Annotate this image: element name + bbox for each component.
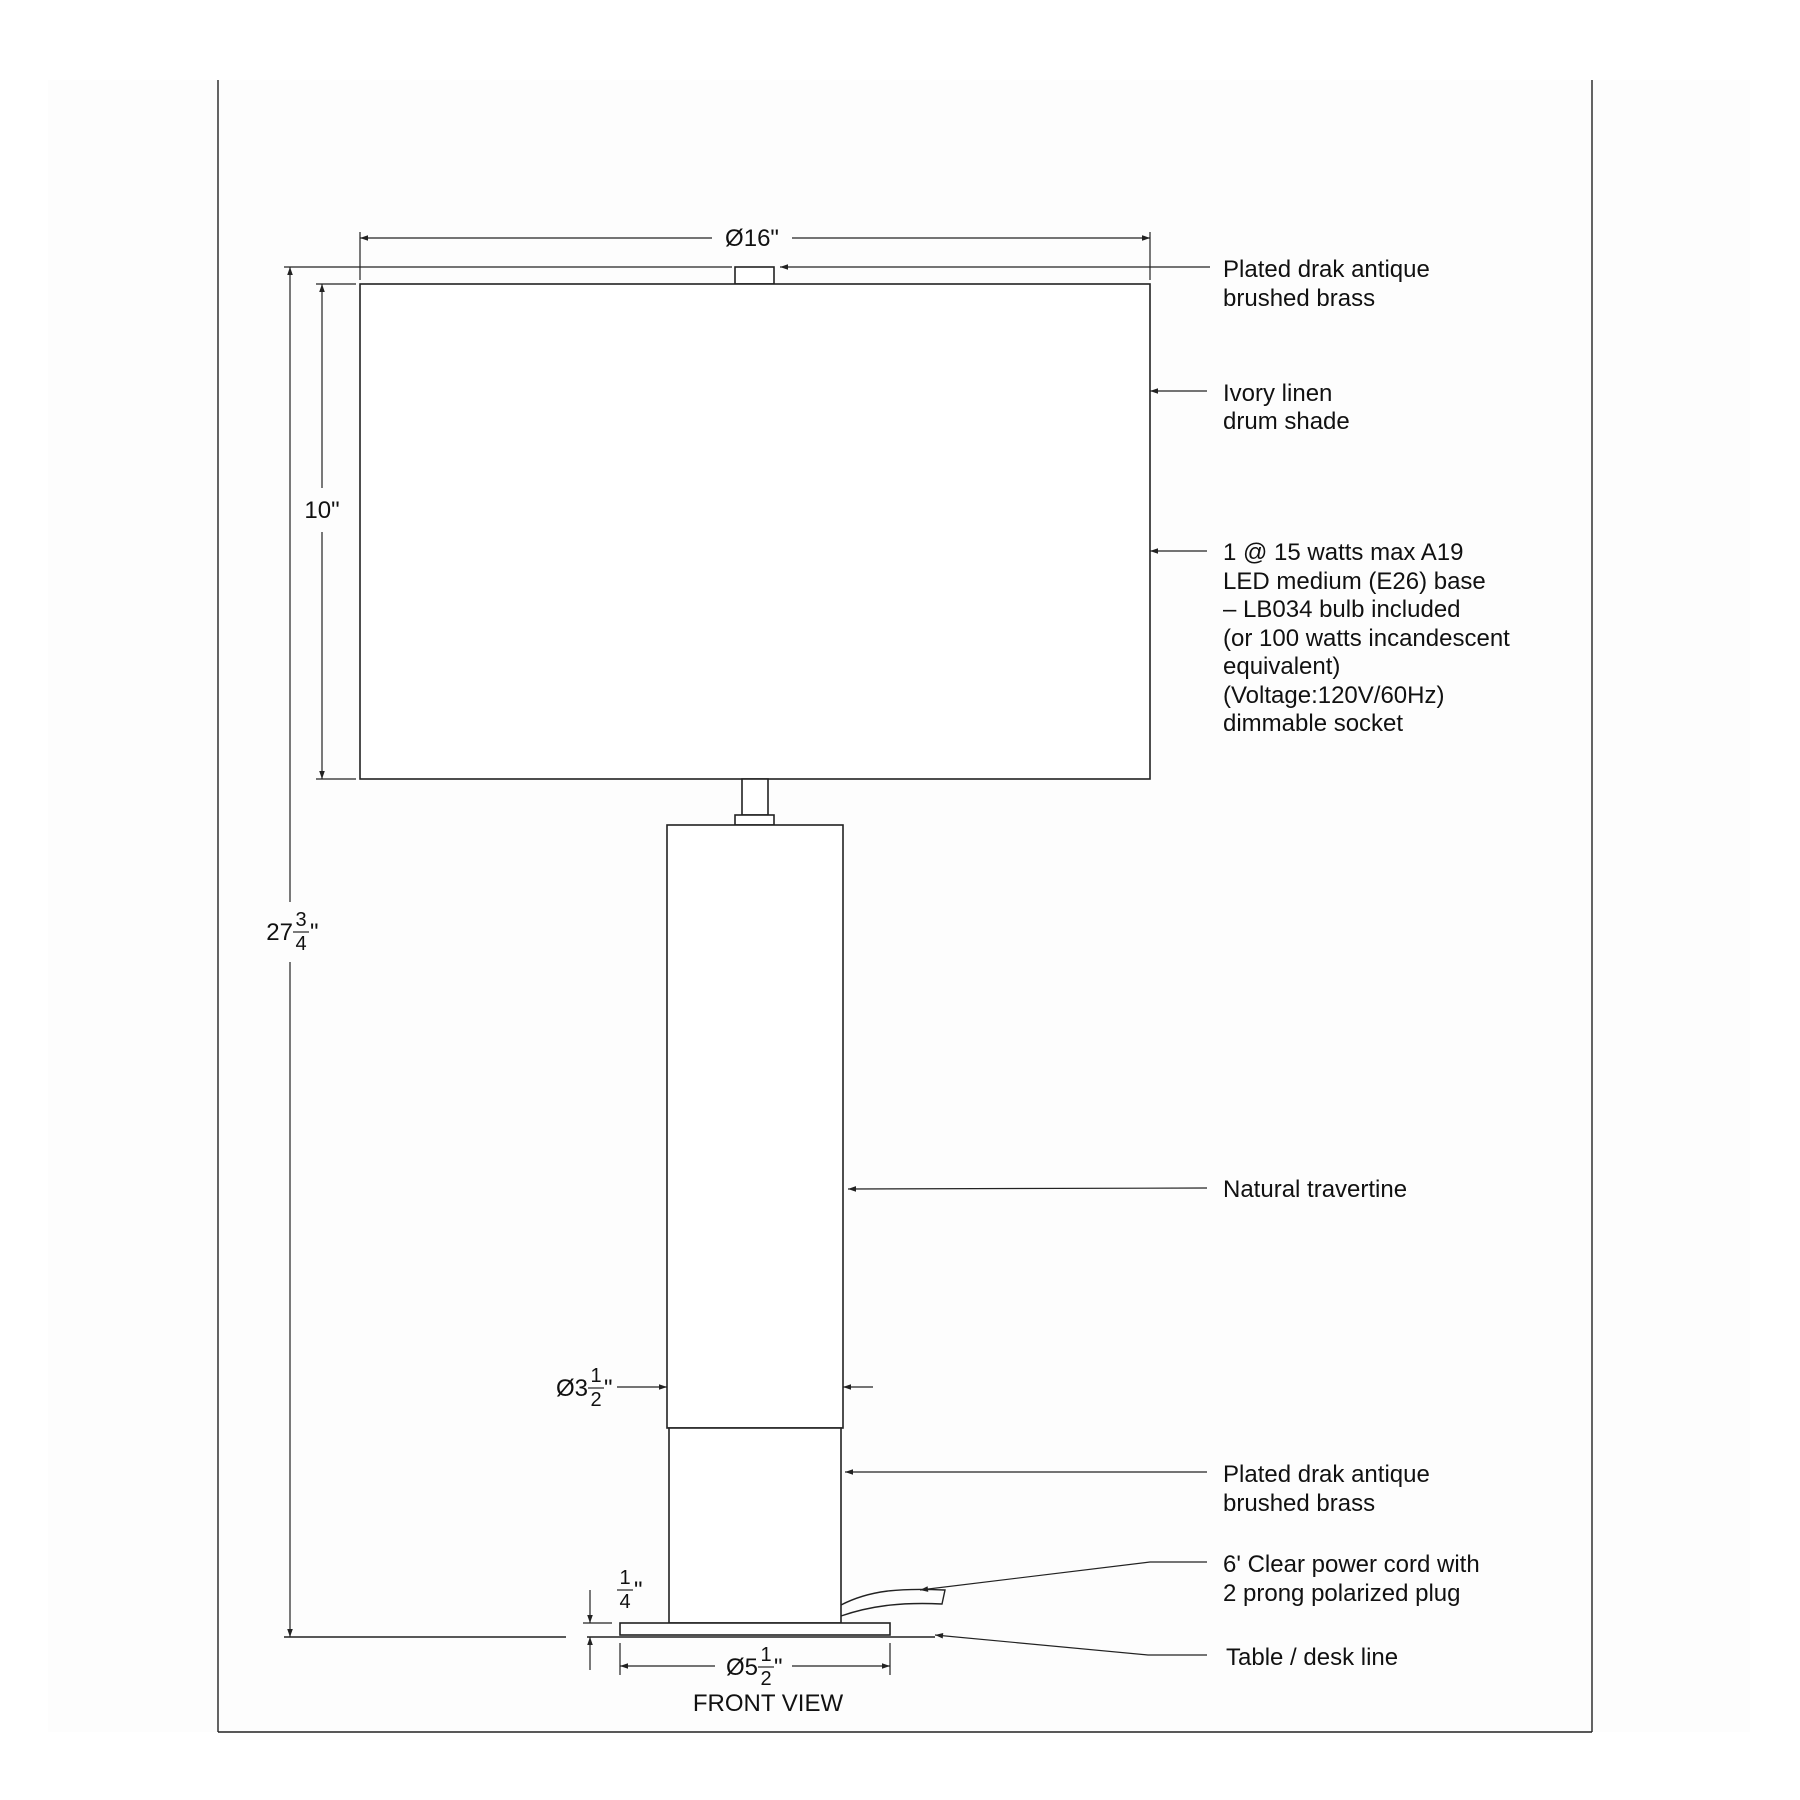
overall-height-whole: 27 xyxy=(266,919,293,946)
plate-diameter-unit: " xyxy=(774,1654,783,1681)
body-diameter-num: 1 xyxy=(590,1365,602,1387)
body-diameter-den: 2 xyxy=(590,1389,602,1411)
callout-base: Plated drak antique brushed brass xyxy=(1223,1461,1430,1517)
base-plate xyxy=(620,1623,890,1635)
plate-height-den: 4 xyxy=(619,1591,631,1613)
overall-height-num: 3 xyxy=(295,909,307,931)
callout-body: Natural travertine xyxy=(1223,1176,1408,1203)
callout-cord: 6' Clear power cord with 2 prong polarized plug xyxy=(1223,1551,1480,1607)
body-diameter-unit: " xyxy=(604,1375,613,1402)
plate-diameter-num: 1 xyxy=(760,1644,772,1666)
brass-base-sleeve xyxy=(669,1428,841,1623)
plate-height-num: 1 xyxy=(619,1567,631,1589)
overall-height-den: 4 xyxy=(295,933,307,955)
finial xyxy=(735,267,774,284)
shade-height-value: 10" xyxy=(304,497,340,524)
neck-collar xyxy=(735,815,774,825)
plate-diameter-den: 2 xyxy=(760,1668,772,1690)
travertine-body xyxy=(667,825,843,1428)
callout-table: Table / desk line xyxy=(1226,1644,1399,1671)
drum-shade xyxy=(360,284,1150,779)
shade-diameter-value: Ø16" xyxy=(725,225,779,252)
plate-height-unit: " xyxy=(634,1577,643,1604)
overall-height-unit: " xyxy=(310,919,319,946)
callout-finial: Plated drak antique brushed brass xyxy=(1223,256,1430,312)
view-label: FRONT VIEW xyxy=(692,1690,844,1717)
neck-tube xyxy=(742,779,768,815)
callout-shade: Ivory linen drum shade xyxy=(1223,380,1350,435)
plate-diameter-prefix: Ø5 xyxy=(725,1654,758,1681)
body-diameter-prefix: Ø3 xyxy=(555,1375,588,1402)
callout-bulb: 1 @ 15 watts max A19 LED medium (E26) base – LB034 bulb included (or 100 watts incandescent equivalent) (Voltage:120V/60Hz) dimmable socket xyxy=(1223,539,1510,737)
